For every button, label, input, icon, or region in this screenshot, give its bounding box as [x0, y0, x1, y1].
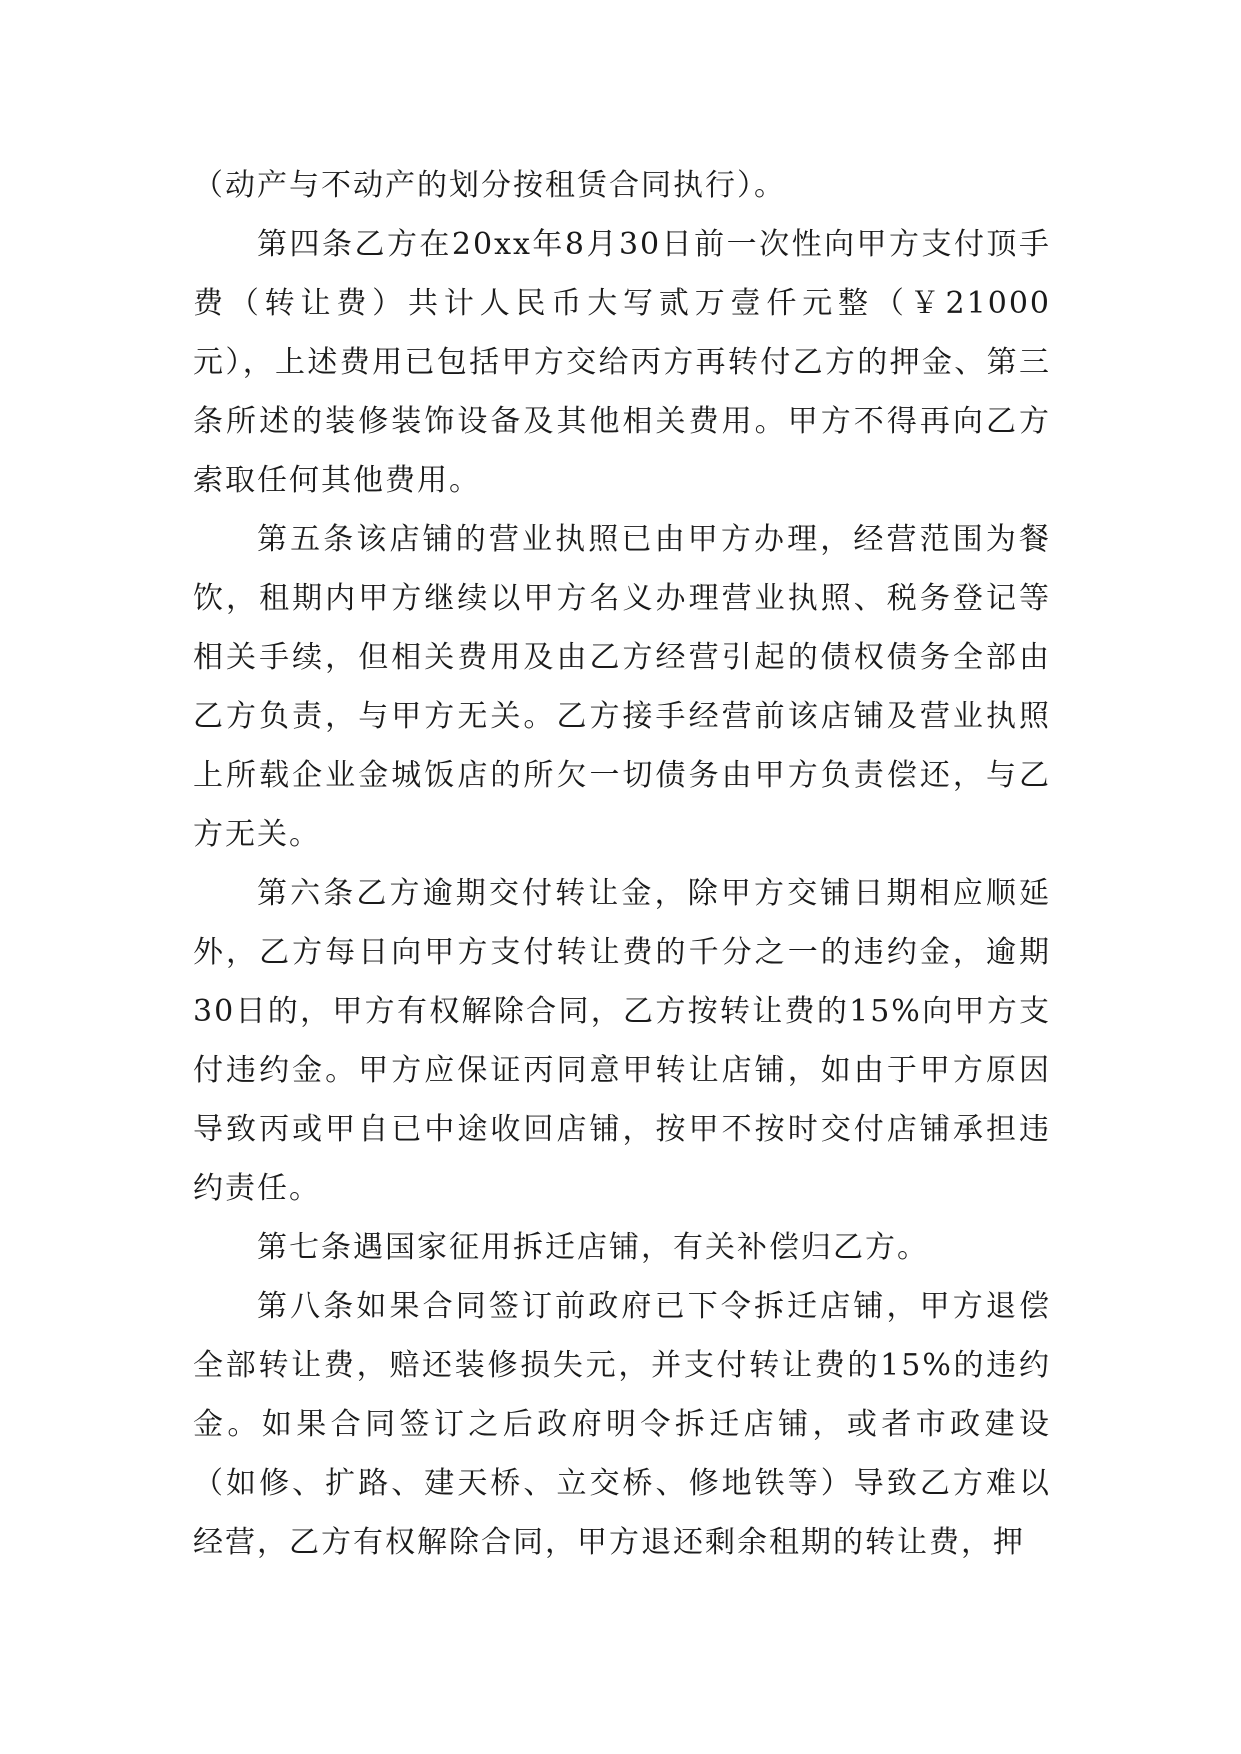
paragraph-article-8: 第八条如果合同签订前政府已下令拆迁店铺，甲方退偿全部转让费，赔还装修损失元，并支付转让费的15%的违约金。如果合同签订之后政府明令拆迁店铺，或者市政建设（如修、扩路、建天桥、立交桥、修地铁等）导致乙方难以经营，乙方有权解除合同，甲方退还剩余租期的转让费，押	[193, 1289, 1051, 1560]
paragraph-continuation: （动产与不动产的划分按租赁合同执行）。	[193, 168, 786, 203]
paragraph-article-6: 第六条乙方逾期交付转让金，除甲方交铺日期相应顺延外，乙方每日向甲方支付转让费的千分之一的违约金，逾期30日的，甲方有权解除合同，乙方按转让费的15%向甲方支付违约金。甲方应保证丙同意甲转让店铺，如由于甲方原因导致丙或甲自已中途收回店铺，按甲不按时交付店铺承担违约责任。	[193, 876, 1051, 1206]
document-body	[193, 156, 1051, 1572]
paragraph-article-5: 第五条该店铺的营业执照已由甲方办理，经营范围为餐饮，租期内甲方继续以甲方名义办理营业执照、税务登记等相关手续，但相关费用及由乙方经营引起的债权债务全部由乙方负责，与甲方无关。乙方接手经营前该店铺及营业执照上所载企业金城饭店的所欠一切债务由甲方负责偿还，与乙方无关。	[193, 522, 1051, 852]
paragraph-article-7: 第七条遇国家征用拆迁店铺，有关补偿归乙方。	[257, 1230, 929, 1265]
paragraph-article-4: 第四条乙方在20xx年8月30日前一次性向甲方支付顶手费（转让费）共计人民币大写贰万壹仟元整（￥21000元），上述费用已包括甲方交给丙方再转付乙方的押金、第三条所述的装修装饰设备及其他相关费用。甲方不得再向乙方索取任何其他费用。	[193, 227, 1051, 498]
